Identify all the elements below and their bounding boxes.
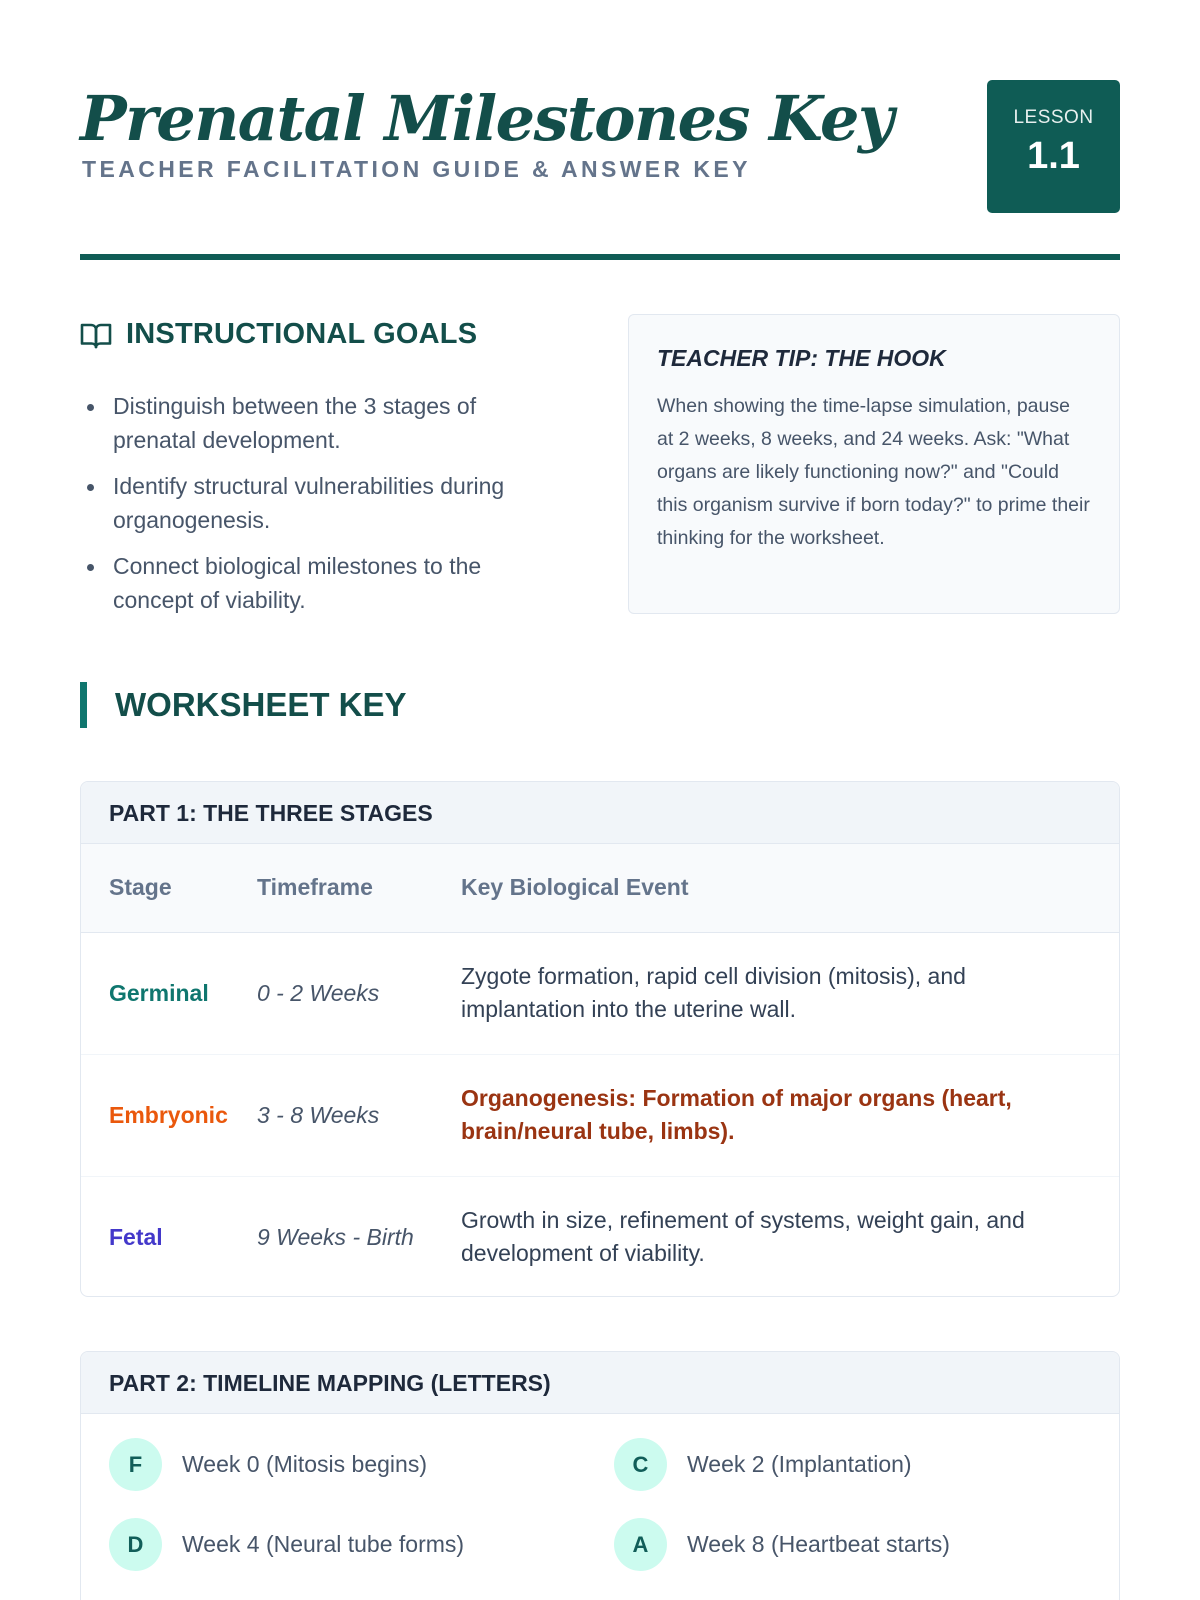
part1-card <box>80 781 1120 1297</box>
stages-table <box>81 844 1119 1297</box>
instructional-goals <box>80 318 560 629</box>
stage-timeframe: 3 - 8 Weeks <box>257 1054 461 1176</box>
timeline-map-grid <box>81 1414 1119 1571</box>
lesson-badge <box>987 80 1120 213</box>
stage-event-highlight: Organogenesis: Formation of major organs (heart, brain/neural tube, limbs). <box>461 1054 1119 1176</box>
page-subtitle: TEACHER FACILITATION GUIDE & ANSWER KEY <box>82 156 751 182</box>
header-divider <box>80 254 1120 260</box>
teacher-tip-body: When showing the time-lapse simulation, pause at 2 weeks, 8 weeks, and 24 weeks. Ask: "What organs are likely functioning now?" and "Could this organism survive if born today?" to prime their thinking for the worksheet. <box>657 395 1090 549</box>
stage-event: Zygote formation, rapid cell division (mitosis), and implantation into the uterine wall. <box>461 932 1119 1054</box>
answer-letter-badge: F <box>109 1438 162 1491</box>
list-item <box>614 1438 1119 1491</box>
stage-name: Fetal <box>109 1223 163 1250</box>
goal-item: Identify structural vulnerabilities during organogenesis. <box>80 469 560 537</box>
stage-timeframe: 0 - 2 Weeks <box>257 932 461 1054</box>
stage-name: Germinal <box>81 932 257 1054</box>
part2-title: PART 2: TIMELINE MAPPING (LETTERS) <box>81 1352 1119 1414</box>
teacher-tip-title: TEACHER TIP: THE HOOK <box>657 345 946 371</box>
part1-title: PART 1: THE THREE STAGES <box>81 782 1119 844</box>
timeline-label: Week 4 (Neural tube forms) <box>182 1531 465 1557</box>
column-header-stage: Stage <box>81 844 257 932</box>
table-row <box>81 1054 1119 1176</box>
column-header-event: Key Biological Event <box>461 844 1119 932</box>
timeline-label: Week 2 (Implantation) <box>687 1451 912 1477</box>
timeline-label: Week 0 (Mitosis begins) <box>182 1451 427 1477</box>
page-title: Prenatal Milestones Key <box>80 82 893 155</box>
goals-heading <box>80 318 560 351</box>
part2-card <box>80 1351 1120 1600</box>
goals-list <box>80 389 560 617</box>
goals-heading-text: INSTRUCTIONAL GOALS <box>126 318 478 350</box>
column-header-timeframe: Timeframe <box>257 844 461 932</box>
lesson-label: LESSON <box>1013 107 1094 128</box>
lesson-number: 1.1 <box>1027 135 1080 177</box>
list-item <box>109 1438 614 1491</box>
goal-item: Connect biological milestones to the concept of viability. <box>80 549 560 617</box>
stage-timeframe: 9 Weeks - Birth <box>257 1223 414 1250</box>
list-item <box>614 1518 1119 1571</box>
header <box>80 80 1120 260</box>
list-item <box>109 1518 614 1571</box>
stage-event: Growth in size, refinement of systems, weight gain, and development of viability. <box>461 1207 1025 1267</box>
goal-item: Distinguish between the 3 stages of prenatal development. <box>80 389 560 457</box>
table-row <box>81 932 1119 1054</box>
answer-letter-badge: C <box>614 1438 667 1491</box>
table-row <box>81 1176 1119 1297</box>
answer-letter-badge: A <box>614 1518 667 1571</box>
table-header-row <box>81 844 1119 932</box>
stage-name: Embryonic <box>81 1054 257 1176</box>
open-book-icon <box>80 321 112 349</box>
teacher-tip-card <box>628 314 1120 614</box>
answer-letter-badge: D <box>109 1518 162 1571</box>
timeline-label: Week 8 (Heartbeat starts) <box>687 1531 950 1557</box>
worksheet-key-heading: WORKSHEET KEY <box>80 682 407 728</box>
